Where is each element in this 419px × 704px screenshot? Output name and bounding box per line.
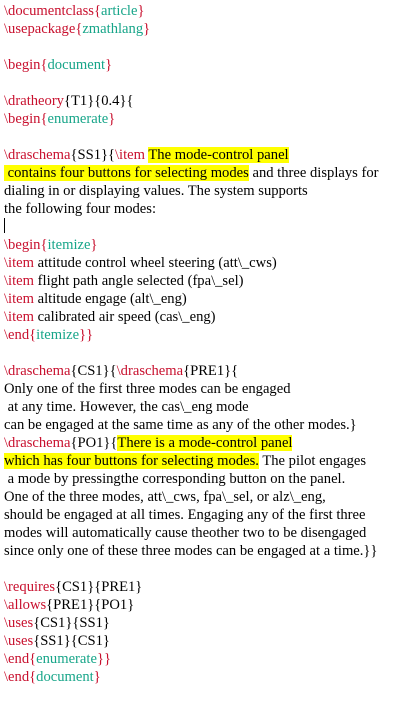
code-line	[4, 326, 419, 344]
code-line	[4, 506, 419, 524]
code-line	[4, 290, 419, 308]
blank-line	[4, 74, 419, 92]
code-line	[4, 272, 419, 290]
latex-command: \uses	[4, 633, 34, 649]
code-line	[4, 596, 419, 614]
brace: {	[93, 3, 101, 19]
brace: }	[143, 21, 151, 37]
latex-command: \draschema	[116, 363, 184, 379]
code-line	[4, 650, 419, 668]
brace: {	[29, 651, 37, 667]
text-run: at any time. However, the cas\_eng mode	[4, 399, 249, 415]
latex-argument: document	[47, 57, 106, 73]
code-line	[4, 20, 419, 38]
blank-line	[4, 38, 419, 56]
code-line	[4, 434, 419, 452]
text-run: attitude control wheel steering (att\_cws)	[34, 255, 277, 271]
latex-command: \item	[4, 273, 34, 289]
text-run: the following four modes:	[4, 201, 156, 217]
text-run: {CS1}{PRE1}	[55, 579, 143, 595]
brace: {	[29, 669, 37, 685]
brace: {	[75, 21, 83, 37]
latex-command: \allows	[4, 597, 47, 613]
latex-command: \usepackage	[4, 21, 76, 37]
text-run: One of the three modes, att\_cws, fpa\_sel, or alz\_eng,	[4, 489, 326, 505]
code-line	[4, 578, 419, 596]
latex-command: \uses	[4, 615, 34, 631]
text-run: {CS1}{	[70, 363, 117, 379]
text-run: altitude engage (alt\_eng)	[34, 291, 187, 307]
text-run: {SS1}{CS1}	[33, 633, 110, 649]
code-line	[4, 632, 419, 650]
text-run: flight path angle selected (fpa\_sel)	[34, 273, 244, 289]
code-line	[4, 218, 419, 236]
latex-command: \item	[4, 309, 34, 325]
text-cursor	[4, 218, 5, 233]
highlighted-text[interactable]: which has four buttons for selecting modes.	[4, 453, 259, 469]
latex-argument: itemize	[47, 237, 91, 253]
brace: {	[40, 57, 48, 73]
text-run: {PRE1}{	[183, 363, 239, 379]
text-run: can be engaged at the same time as any of the other modes.}	[4, 417, 357, 433]
text-run: {SS1}{	[70, 147, 115, 163]
brace: }	[108, 111, 116, 127]
latex-command: \item	[4, 291, 34, 307]
code-line	[4, 470, 419, 488]
latex-command: \end	[4, 651, 30, 667]
code-line	[4, 110, 419, 128]
brace: }}	[96, 651, 111, 667]
text-run: since only one of these three modes can be engaged at a time.}}	[4, 543, 378, 559]
code-line	[4, 56, 419, 74]
code-line	[4, 236, 419, 254]
code-line	[4, 2, 419, 20]
latex-command: \item	[4, 255, 34, 271]
brace: }	[137, 3, 145, 19]
code-line	[4, 182, 419, 200]
code-line	[4, 254, 419, 272]
latex-argument: document	[36, 669, 94, 685]
latex-argument: zmathlang	[82, 21, 144, 37]
brace: {	[40, 111, 48, 127]
text-run: dialing in or displaying values. The system supports	[4, 183, 308, 199]
code-line	[4, 416, 419, 434]
latex-command: \draschema	[4, 363, 71, 379]
text-run: and three displays for	[248, 165, 379, 181]
latex-command: \draschema	[4, 147, 71, 163]
latex-command: \end	[4, 669, 30, 685]
highlighted-text[interactable]: There is a mode-control panel	[117, 435, 293, 451]
code-line	[4, 308, 419, 326]
blank-line	[4, 128, 419, 146]
code-line	[4, 398, 419, 416]
code-line	[4, 380, 419, 398]
brace: }	[105, 57, 113, 73]
code-line	[4, 524, 419, 542]
brace: {	[40, 237, 48, 253]
code-line	[4, 452, 419, 470]
blank-line	[4, 344, 419, 362]
latex-command: \end	[4, 327, 30, 343]
text-run: Only one of the first three modes can be engaged	[4, 381, 291, 397]
highlighted-text[interactable]: The mode-control panel	[148, 147, 289, 163]
text-run: calibrated air speed (cas\_eng)	[34, 309, 216, 325]
blank-line	[4, 560, 419, 578]
code-line	[4, 614, 419, 632]
brace: {	[29, 327, 37, 343]
latex-command: \begin	[4, 111, 41, 127]
latex-command: \documentclass	[4, 3, 94, 19]
code-line	[4, 164, 419, 182]
code-line	[4, 362, 419, 380]
brace: }	[93, 669, 101, 685]
highlighted-text[interactable]: contains four buttons for selecting modes	[4, 165, 249, 181]
code-line	[4, 200, 419, 218]
text-run: {PO1}{	[70, 435, 118, 451]
brace: }	[90, 237, 98, 253]
text-run: {T1}{0.4}{	[63, 93, 134, 109]
text-run: a mode by pressingthe corresponding button on the panel.	[4, 471, 346, 487]
brace: }}	[79, 327, 94, 343]
latex-argument: enumerate	[47, 111, 109, 127]
latex-argument: article	[101, 3, 138, 19]
latex-command: \dratheory	[4, 93, 64, 109]
code-line	[4, 146, 419, 164]
latex-command: \draschema	[4, 435, 71, 451]
latex-command: \begin	[4, 237, 41, 253]
code-line	[4, 488, 419, 506]
code-line	[4, 668, 419, 686]
latex-command: \requires	[4, 579, 56, 595]
latex-argument: enumerate	[36, 651, 97, 667]
code-line	[4, 92, 419, 110]
text-run: modes will automatically cause theother two to be disengaged	[4, 525, 367, 541]
text-run: {PRE1}{PO1}	[46, 597, 135, 613]
text-run: should be engaged at all times. Engaging any of the first three	[4, 507, 366, 523]
latex-argument: itemize	[36, 327, 80, 343]
latex-command: \begin	[4, 57, 41, 73]
text-run: The pilot engages	[258, 453, 367, 469]
text-run: {CS1}{SS1}	[33, 615, 110, 631]
latex-command: \item	[115, 147, 145, 163]
code-line	[4, 542, 419, 560]
